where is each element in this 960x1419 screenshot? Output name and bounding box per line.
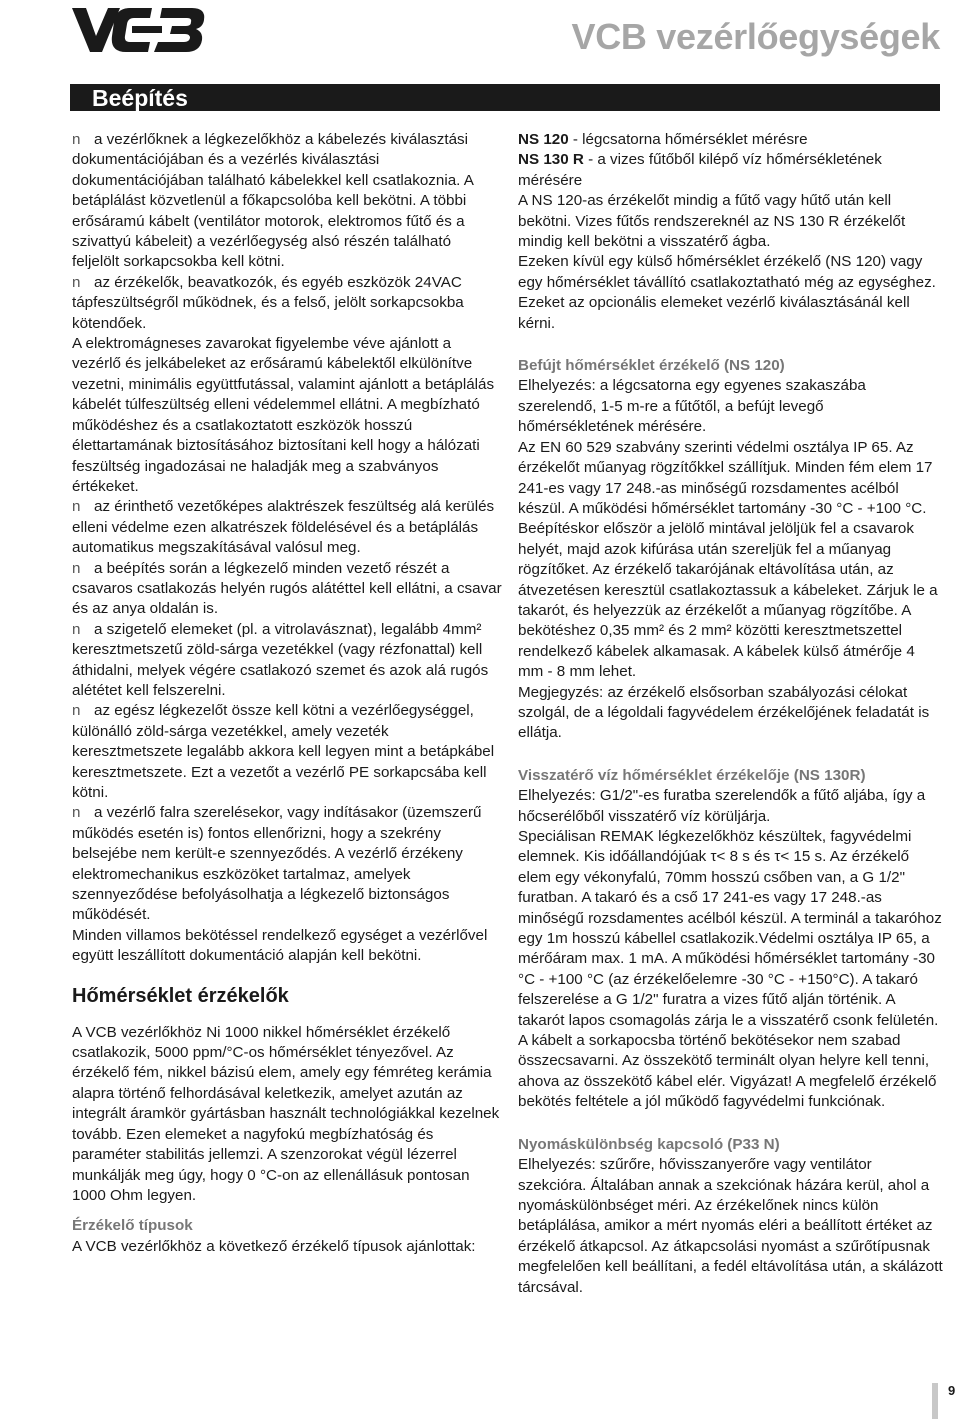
paragraph: Elhelyezés: szűrőre, hővisszanyerőre vagy ventilátor szekcióra. Általában annak a szekciónak házára kerül, ahol a nyomáskülönbséget méri. Az érzékelőnek nincs külön betáplálása, amikor a mért nyomás eléri a beállított értéket az érzékelő átkapcsol. Az átkapcsolási nyomást a szűrőtípusnak megfelelően kell beállítani, a fedél eltávolítása után, a skálázott tárcsával. [518,1156,943,1296]
page-number-bar [932,1383,938,1419]
paragraph-text: - a vizes fűtőből kilépő víz hőmérsékletének mérésére [518,151,882,189]
bullet-marker: n [72,804,81,822]
paragraph: Minden villamos bekötéssel rendelkező egységet a vezérlővel együtt leszállított dokumentáció alapján kell bekötni. [72,926,488,965]
heading-sensor-types: Érzékelő típusok [72,1217,193,1235]
paragraph: A VCB vezérlőkhöz a következő érzékelő típusok ajánlottak: [72,1237,476,1255]
paragraph: Megjegyzés: az érzékelő elsősorban szabályozási célokat szolgál, de a légoldali fagyvédelem érzékelőjének feladatát is ellátja. [518,683,930,742]
page-number: 9 [948,1383,956,1398]
paragraph: Ezeken kívül egy külső hőmérséklet érzékelő (NS 120) vagy egy hőmérséklet távállító csatlakoztatható még az egységhez. [518,253,936,291]
paragraph-text: a szigetelő elemeket (pl. a vitrolavásznat), legalább 4mm² keresztmetszetű zöld-sárga vezetékkel (vagy rézfonattal) kell áthidalni, melyek végére csatlakozó szemet és azok alá rugós alététet kell felszerelni. [72,620,489,699]
bullet-marker: n [72,620,81,638]
left-column [72,130,502,1257]
paragraph-text: az egész légkezelőt össze kell kötni a vezérlőegységgel, különálló zöld-sárga vezetékkel, amely vezeték keresztmetszete legalább akkora kell legyen mint a betápkábel keresztmetszete. Ezt a vezetőt a vezérlő PE sorkapcsába kell kötni. [72,702,495,801]
right-column [518,130,943,1298]
bullet-marker: n [72,702,81,720]
paragraph [72,559,502,620]
document-title: VCB vezérlőegységek [571,16,940,57]
paragraph [72,701,502,803]
bullet-marker: n [72,273,81,291]
sensor-code: NS 130 R [518,151,584,169]
paragraph [72,273,502,334]
paragraph-text: a beépítés során a légkezelő minden vezető részét a csavaros csatlakozás helyén rugós alátéttel kell ellátni, a csavar és az anya oldalán is. [72,559,502,618]
heading-p33n: Nyomáskülönbség kapcsoló (P33 N) [518,1135,780,1153]
paragraph-text: az érinthető vezetőképes alaktrészek feszültség alá kerülés elleni védelme ezen alkatrészek földelésével és a betáplálás automatikus megszakításával valósul meg. [72,498,495,557]
sensor-code: NS 120 [518,131,569,148]
bullet-marker: n [72,131,81,148]
heading-ns120: Befújt hőmérséklet érzékelő (NS 120) [518,357,785,375]
paragraph: Elhelyezés: a légcsatorna egy egyenes szakaszába szerelendő, 1-5 m-re a fűtőtől, a befújt levegő hőmérsékletének mérésére. [518,377,866,436]
paragraph-text: az érzékelők, beavatkozók, és egyéb eszközök 24VAC tápfeszültségről működnek, és a felső, jelölt sorkapcsokba kötendőek. [72,273,464,332]
paragraph: Ezeket az opcionális elemeket vezérlő kiválasztásánál kell kérni. [518,294,910,332]
paragraph: A VCB vezérlőkhöz Ni 1000 nikkel hőmérséklet érzékelő csatlakozik, 5000 ppm/°C-os hőmérséklet tényezővel. Az érzékelő fém, nikkel bázisú elem, amely egy fémréteg kerámia alapra történő felhordásával keletkezik, amelyet azután az integrált áramkör gyártásban használt technológiákkal kezelnek tovább. Ezen elemeket a nagyfokú megbízhatóság és paraméter stabilitás jellemzi. A szenzorokat végül lézerrel munkálják meg úgy, hogy 0 °C-on az ellenállásuk pontosan 1000 Ohm legyen. [72,1023,500,1204]
paragraph [72,130,502,273]
paragraph: A elektromágneses zavarokat figyelembe véve ajánlott a vezérlő és jelkábeleket az erősáramú kábelektől elkülönítve vezetni, minimális együttfutással, valamint ajánlott a betáplálás kábelét túlfeszültség elleni védelemmel ellátni. A megbízható működéshez és a csatlakoztatott eszközök hosszú élettartamának biztosításához biztosítani kell hogy a hálózati feszültség ingadozásai ne haladják meg a szabványos értékeket. [72,335,495,495]
bullet-marker: n [72,559,81,577]
paragraph-text: - légcsatorna hőmérséklet mérésre [568,131,808,148]
paragraph [518,130,943,150]
paragraph: A NS 120-as érzékelőt mindig a fűtő vagy hűtő után kell bekötni. Vizes fűtős rendszereknél az NS 130 R érzékelőt mindig kell bekötni a visszatérő ágba. [518,192,906,251]
paragraph-text: a vezérlő falra szerelésekor, vagy indításakor (üzemszerű működés esetén is) fontos ellenőrizni, hogy a szekrény belsejébe nem került-e szennyeződés. A vezérlő érzékeny elektromechanikus eszközöket tartalmaz, amelyek szennyeződése befolyásolhatja a légkezelő biztonságos működését. [72,804,482,924]
paragraph: Speciálisan REMAK légkezelőkhöz készültek, fagyvédelmi elemnek. Kis időállandójúak τ< 8 s és τ< 15 s. Az érzékelő elem egy vékonyfalú, 70mm hosszú csőben van, a G 1/2" furatban. A takaró és a cső 17 241-es vagy 17 248.-as minőségű rozsdamentes acélból készül. A terminál a takaróhoz egy 1m hosszú kábellel csatlakozik.Védelmi osztálya IP 65, a mérőáram max. 1 mA. A működési hőmérséklet tartomány -30 °C - +100 °C (az érzékelőelemre -30 °C - +150°C). A takaró felszerelése a G 1/2" furatra a vizes fűtő alján történik. A takarót lapos csomagolás zárja le a visszatérő csonk felületén. A kábelt a sorkapocsba történő bekötésekor nem szabad összecsavarni. Az összekötő terminált olyan helyre kell tenni, ahova az összekötő kábel elér. Vigyázat! A megfelelő érzékelő bekötés feltétele a jól működő fagyvédelmi funkciónak. [518,828,942,1111]
paragraph-text: a vezérlőknek a légkezelőkhöz a kábelezés kiválasztási dokumentációjában és a vezérlés kiválasztási dokumentációjában található kábelekkel kell csatlakoznia. A betáplálást közvetlenül a főkapcsolóba kell bekötni. A többi erősáramú kábelt (ventilátor motorok, elektromos fűtő és a szivattyú kábeleit) a vezérlőegység alsó részén található feljelölt sorkapcsokba kell kötni. [72,131,474,271]
paragraph: Elhelyezés: G1/2"-es furatba szerelendők a fűtő aljába, így a hőcserélőből visszatérő víz körüljárja. [518,787,926,825]
paragraph [72,497,502,558]
paragraph: Az EN 60 529 szabvány szerinti védelmi osztálya IP 65. Az érzékelőt műanyag rögzítőkkel szállítjuk. Minden fém elem 17 241-es vagy 17 248.-as minőségű rozsdamentes acélból készül. A működési hőmérséklet tartomány -30 °C - +100 °C. Beépítéskor először a jelölő mintával jelöljük fel a csavarok helyét, majd azok kifúrása után szereljük fel a műanyag rögzítőket. Az érzékelő takarójának eltávolítása után, az átvezetésen keresztül csatlakoztassuk a kábeleket. Zárjuk le a takarót, és helyezzük az érzékelőt a műanyag rögzítőbe. A bekötéshez 0,35 mm² és 2 mm² közötti keresztmetszettel rendelkező kábelek alkamasak. A kábelek külső átmérője 4 mm - 8 mm lehet. [518,438,938,681]
paragraph [72,803,502,925]
section-header-bar [70,84,940,111]
section-title: Beépítés [92,85,188,111]
paragraph [72,620,502,702]
bullet-marker: n [72,498,81,516]
vcb-logo [70,2,210,56]
paragraph [518,150,943,191]
heading-temperature-sensors: Hőmérséklet érzékelők [72,984,289,1007]
heading-ns130r: Visszatérő víz hőmérséklet érzékelője (NS 130R) [518,766,866,784]
